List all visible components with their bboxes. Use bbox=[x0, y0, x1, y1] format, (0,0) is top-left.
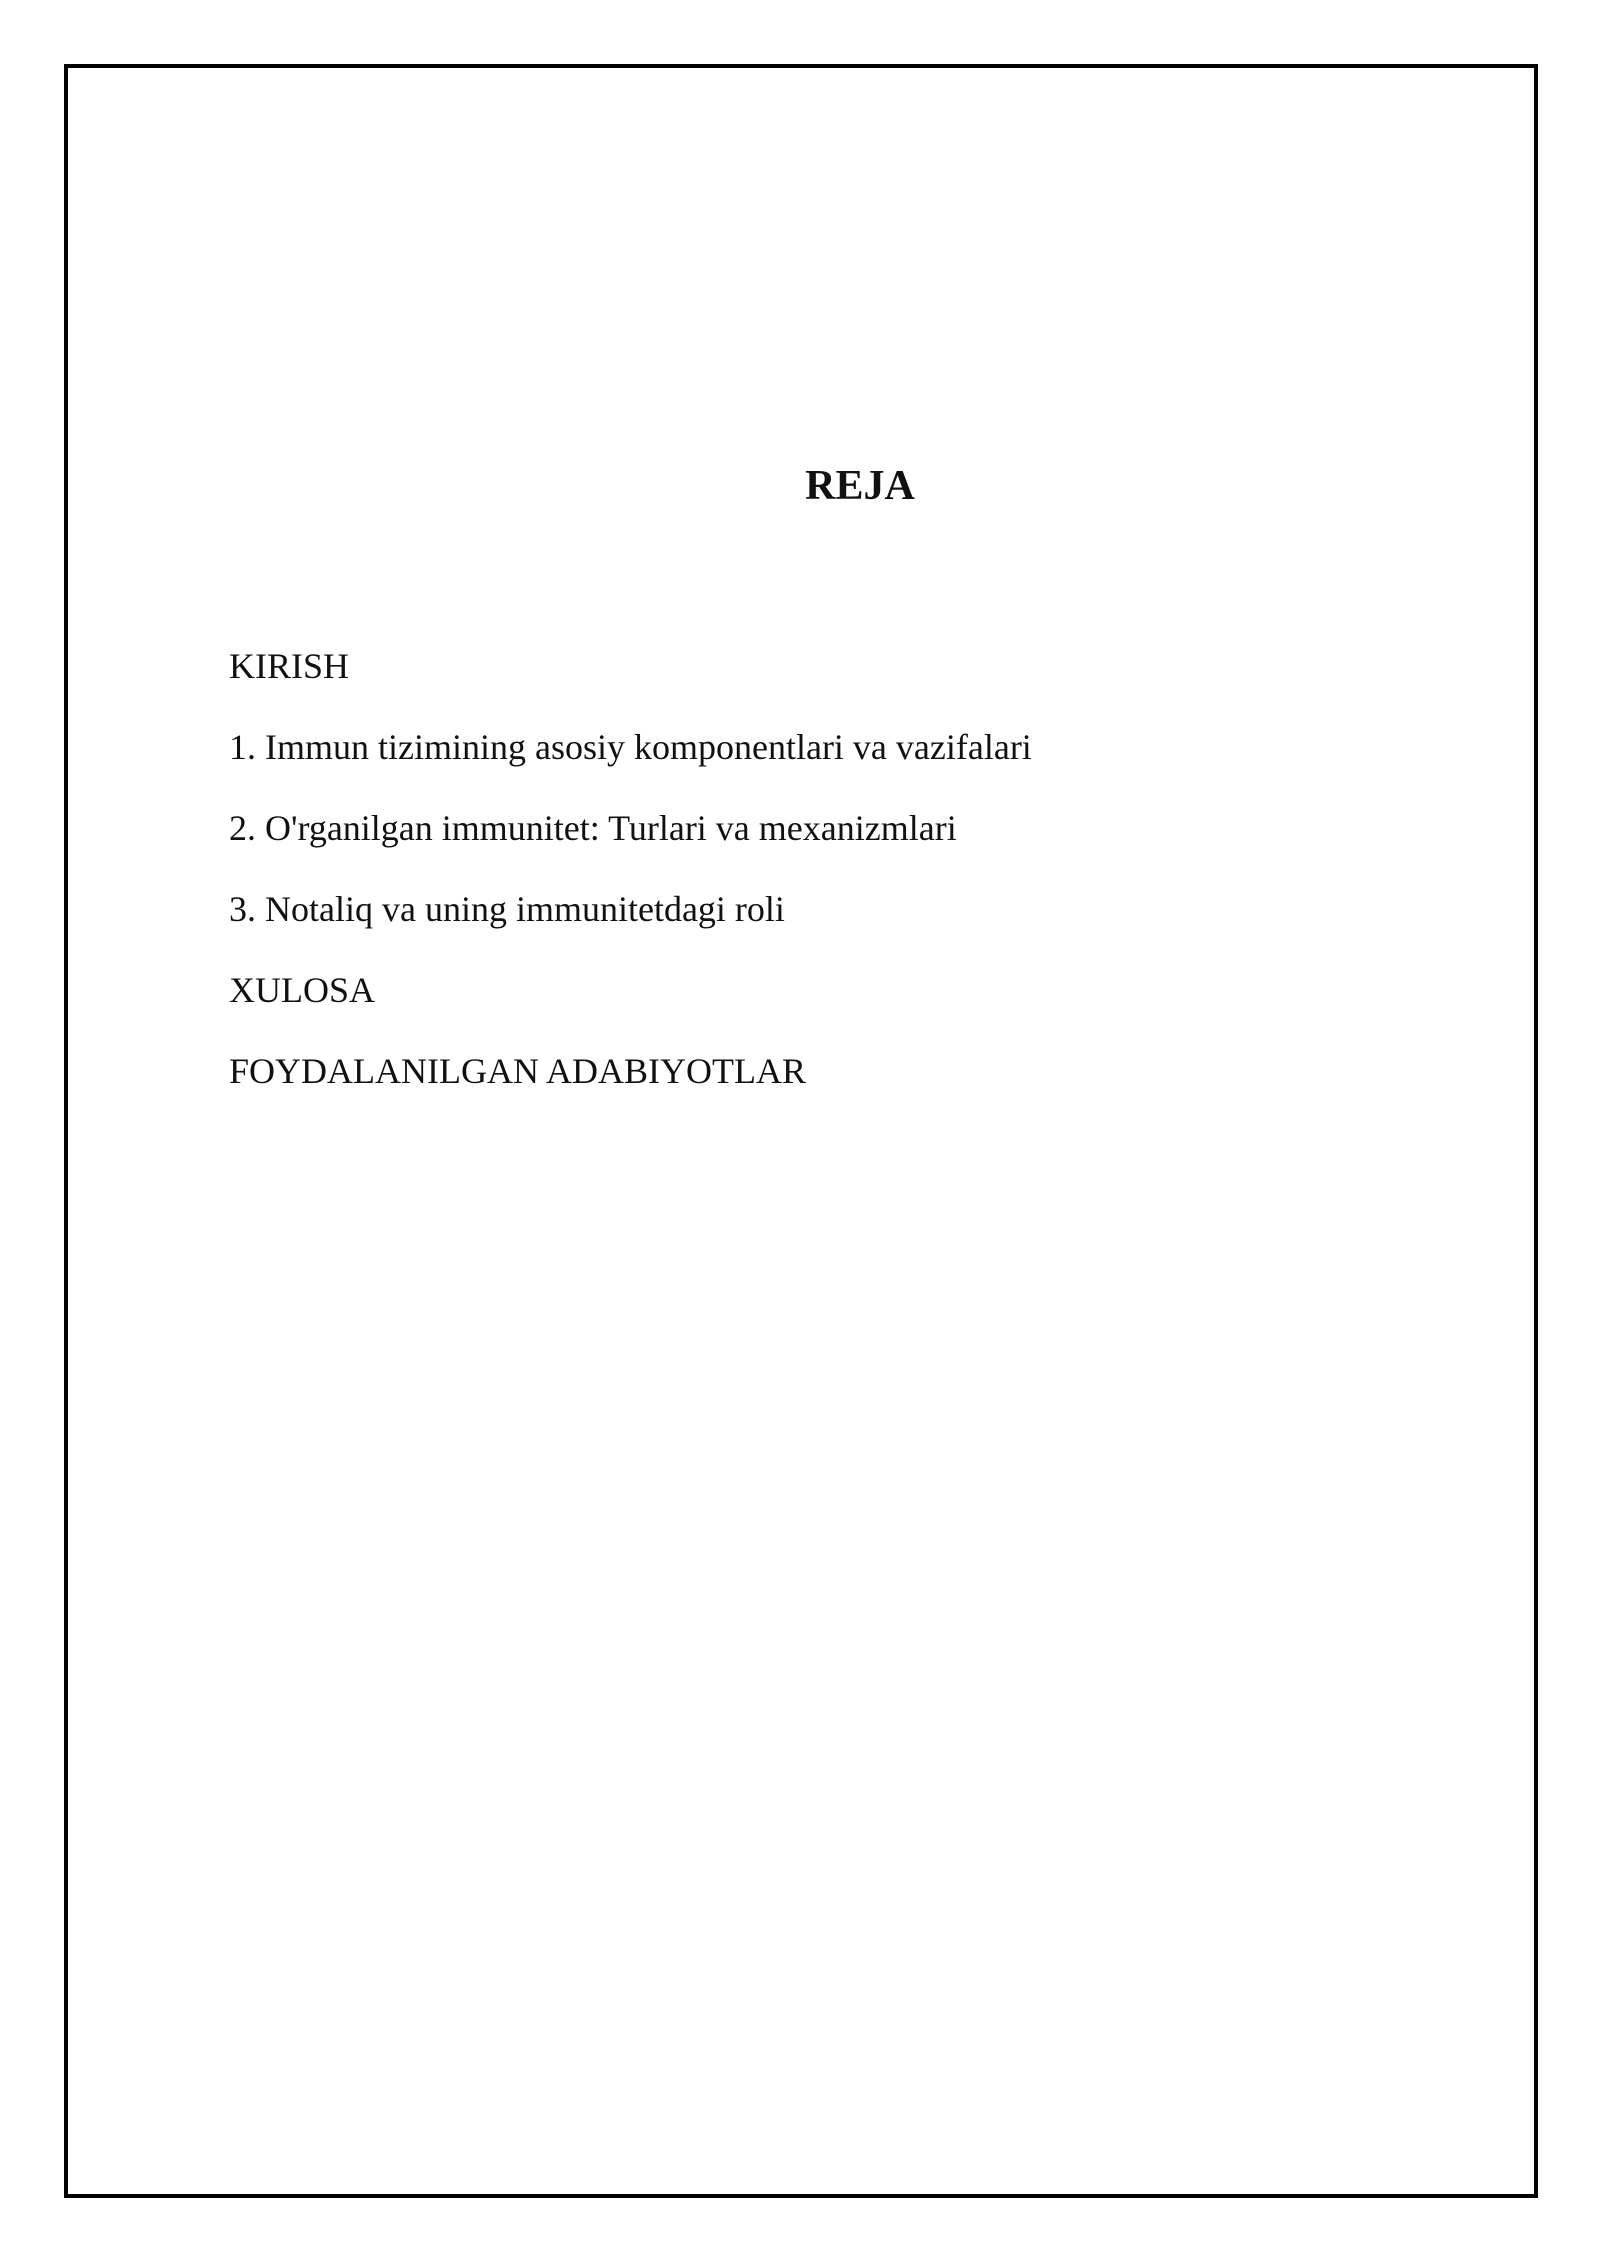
toc-item-2: 2. O'rganilgan immunitet: Turlari va mexanizmlari bbox=[229, 808, 957, 848]
toc-item-3: 3. Notaliq va uning immunitetdagi roli bbox=[229, 889, 785, 929]
document-title: REJA bbox=[805, 463, 915, 509]
toc-item-intro: KIRISH bbox=[229, 646, 350, 686]
page-border bbox=[64, 64, 1538, 2198]
table-of-contents bbox=[229, 640, 1032, 1126]
toc-item-references: FOYDALANILGAN ADABIYOTLAR bbox=[229, 1051, 806, 1091]
toc-item-1: 1. Immun tizimining asosiy komponentlari va vazifalari bbox=[229, 727, 1032, 767]
toc-item-conclusion: XULOSA bbox=[229, 970, 376, 1010]
